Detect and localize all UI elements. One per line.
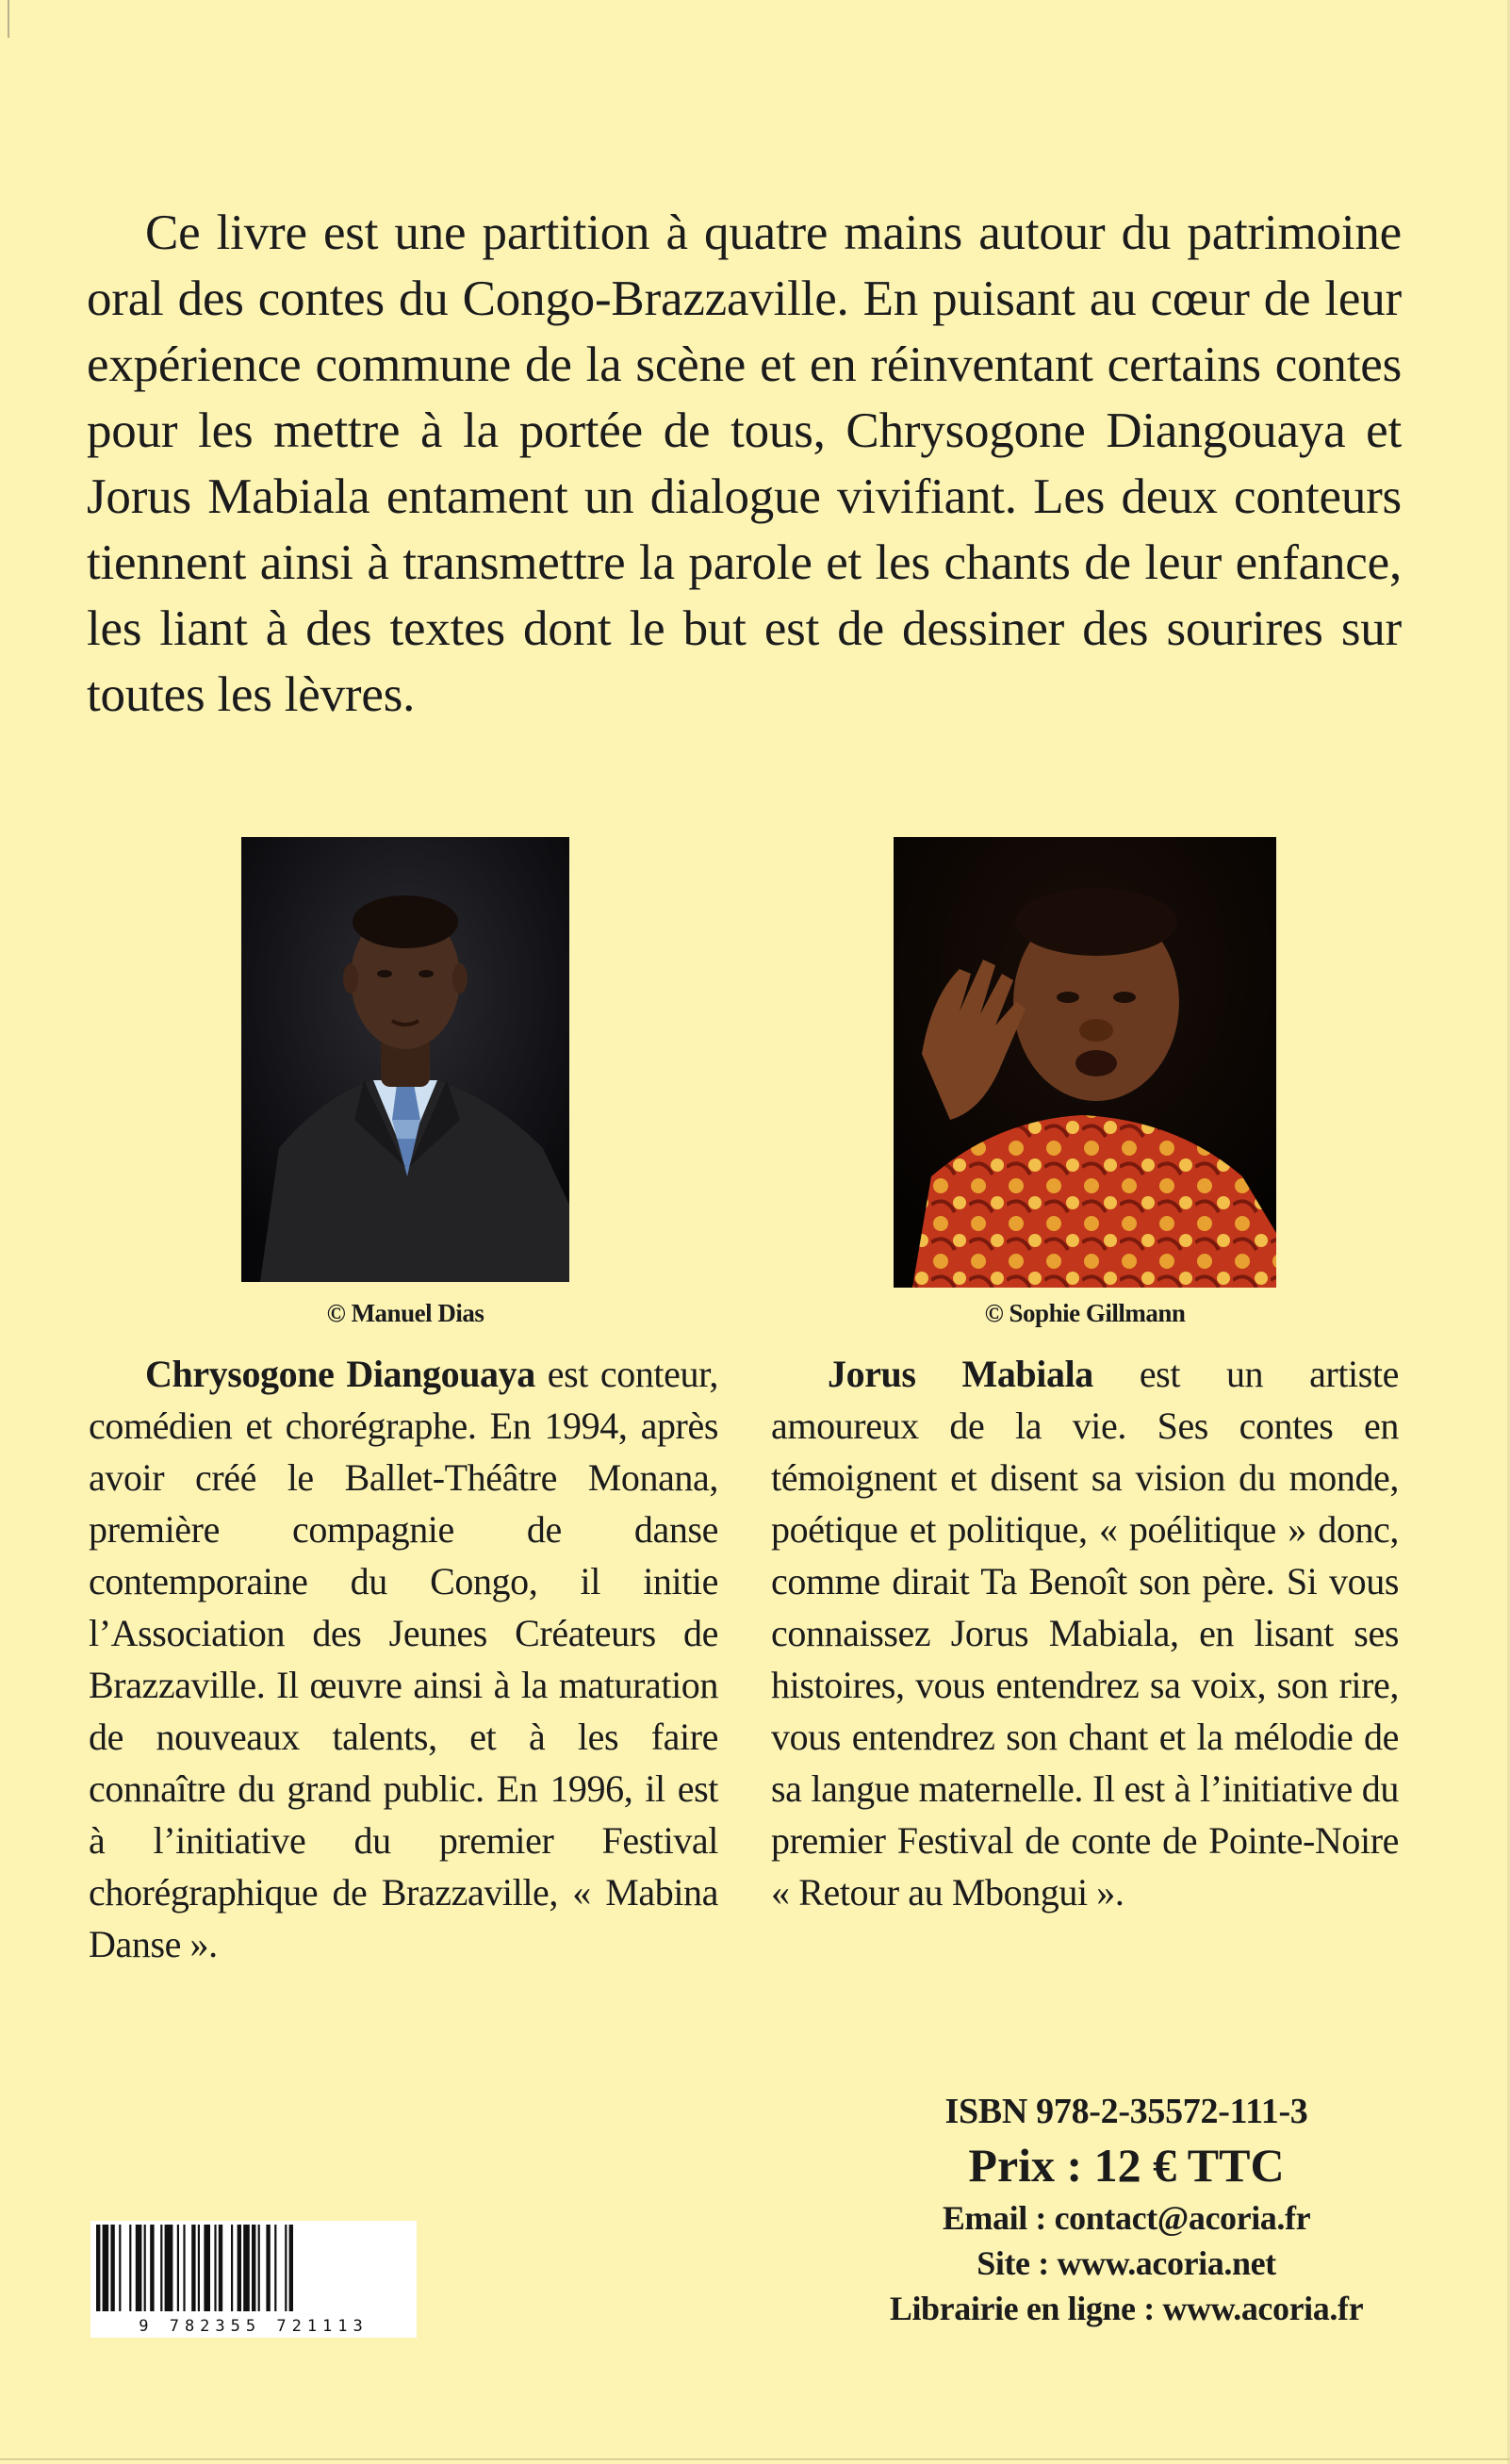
photo-credit-left: © Manuel Dias xyxy=(326,1299,484,1327)
publisher-online-shop: Librairie en ligne : www.acoria.fr xyxy=(889,2290,1364,2327)
author-name-jorus: Jorus Mabiala xyxy=(828,1353,1093,1395)
publisher-email: Email : contact@acoria.fr xyxy=(942,2199,1311,2237)
bio-chrysogone xyxy=(89,1348,718,1970)
cover-edge-bottom xyxy=(0,2458,1510,2460)
book-blurb: Ce livre est une partition à quatre mains autour du patrimoine oral des contes du Congo-Brazzaville. En puisant au cœur de leur expérience commune de la scène et en réinventant certains contes pour les mettre à la portée de tous, Chrysogone Diangouaya et Jorus Mabiala entament un dialogue vivifiant. Les deux conteurs tiennent ainsi à transmettre la parole et les chants de leur enfance, les liant à des textes dont le but est de dessiner des sourires sur toutes les lèvres. xyxy=(87,205,1402,722)
bio-text-chrysogone: est conteur, comédien et chorégraphe. En 1994, après avoir créé le Ballet-Théâtre Monana, première compagnie de danse contemporaine du Congo, il initie l’Association des Jeunes Créateurs de Brazzaville. Il œuvre ainsi à la maturation de nouveaux talents, et à les faire connaître du grand public. En 1996, il est à l’initiative du premier Festival chorégraphique de Brazzaville, « Mabina Danse ». xyxy=(89,1353,719,1965)
author-photo-jorus xyxy=(894,837,1276,1288)
bio-text-jorus: est un artiste amoureux de la vie. Ses contes en témoignent et disent sa vision du monde, poétique et politique, « poélitique » donc, comme dirait Ta Benoît son père. Si vous connaissez Jorus Mabiala, en lisant ses histoires, vous entendrez sa voix, son rire, vous entendrez son chant et la mélodie de sa langue maternelle. Il est à l’initiative du premier Festival de conte de Pointe-Noire « Retour au Mbongui ». xyxy=(771,1353,1400,1914)
photo-credit-right: © Sophie Gillmann xyxy=(984,1299,1186,1327)
barcode-digits: 9 782355 721113 xyxy=(139,2317,369,2336)
isbn-barcode xyxy=(90,2221,417,2338)
price-label: Prix : 12 € TTC xyxy=(968,2139,1285,2192)
isbn-number: ISBN 978-2-35572-111-3 xyxy=(944,2092,1308,2131)
cover-edge-mark xyxy=(8,0,9,38)
bio-jorus xyxy=(771,1348,1399,1918)
publisher-site: Site : www.acoria.net xyxy=(977,2244,1276,2282)
barcode-bars xyxy=(90,2221,417,2315)
author-name-chrysogone: Chrysogone Diangouaya xyxy=(145,1353,535,1395)
author-photo-chrysogone xyxy=(241,837,569,1282)
